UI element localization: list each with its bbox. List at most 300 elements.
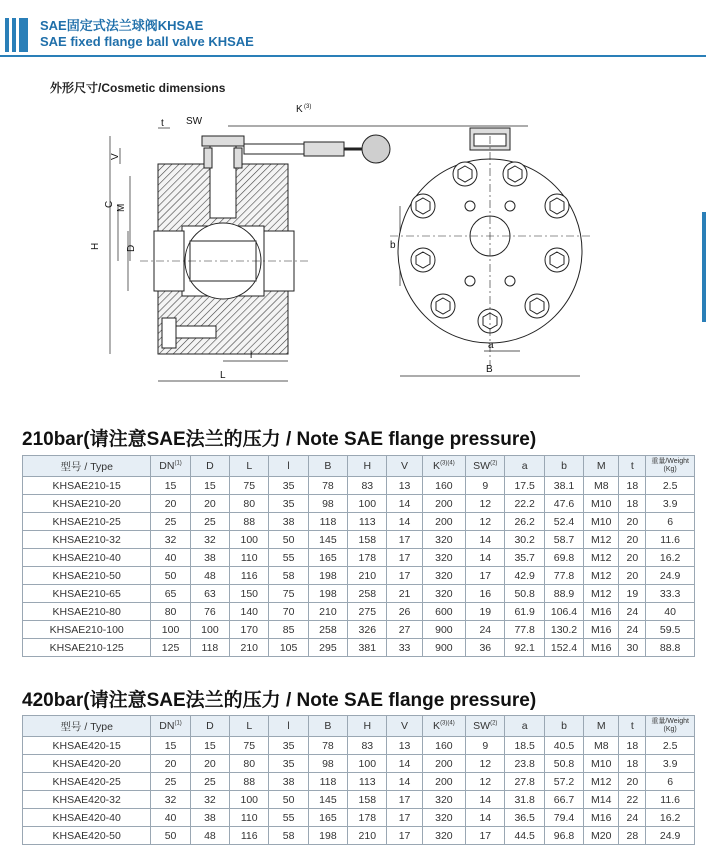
value-cell: 17 [466, 567, 505, 585]
label-m: M [116, 203, 127, 212]
value-cell: 16.2 [646, 809, 695, 827]
column-header: M [584, 456, 619, 477]
value-cell: 57.2 [544, 773, 583, 791]
value-cell: M12 [584, 567, 619, 585]
value-cell: 170 [230, 621, 269, 639]
value-cell: 140 [230, 603, 269, 621]
value-cell: 98 [308, 755, 347, 773]
column-header: t [619, 716, 646, 737]
value-cell: 12 [466, 513, 505, 531]
value-cell: 178 [348, 549, 387, 567]
model-cell: KHSAE210-25 [23, 513, 151, 531]
table-row [23, 791, 695, 809]
value-cell: 24 [619, 621, 646, 639]
value-cell: 50 [269, 791, 308, 809]
label-v: V [110, 153, 121, 160]
value-cell: 28 [619, 827, 646, 845]
value-cell: 24.9 [646, 567, 695, 585]
column-header: D [190, 456, 229, 477]
column-header: t [619, 456, 646, 477]
value-cell: 6 [646, 513, 695, 531]
value-cell: 20 [619, 773, 646, 791]
column-header: b [544, 456, 583, 477]
value-cell: 11.6 [646, 531, 695, 549]
label-k: K [296, 104, 303, 115]
section-title-420bar: 420bar(请注意SAE法兰的压力 / Note SAE flange pressure) [22, 690, 537, 711]
value-cell: 17.5 [505, 477, 544, 495]
value-cell: 48 [190, 567, 229, 585]
value-cell: 80 [151, 603, 190, 621]
column-header: D [190, 716, 229, 737]
value-cell: 14 [387, 495, 422, 513]
value-cell: 210 [348, 827, 387, 845]
value-cell: 150 [230, 585, 269, 603]
model-cell: KHSAE210-32 [23, 531, 151, 549]
value-cell: 50 [151, 567, 190, 585]
value-cell: M12 [584, 531, 619, 549]
value-cell: 165 [308, 549, 347, 567]
value-cell: 32 [151, 531, 190, 549]
column-header: l [269, 456, 308, 477]
value-cell: 18 [619, 495, 646, 513]
value-cell: 48 [190, 827, 229, 845]
value-cell: 900 [422, 639, 465, 657]
table-row [23, 621, 695, 639]
value-cell: 15 [151, 477, 190, 495]
value-cell: 145 [308, 531, 347, 549]
value-cell: 50 [151, 827, 190, 845]
value-cell: M8 [584, 737, 619, 755]
valve-drawing [70, 96, 610, 396]
value-cell: 77.8 [544, 567, 583, 585]
value-cell: 14 [387, 773, 422, 791]
model-cell: KHSAE420-40 [23, 809, 151, 827]
column-header: l [269, 716, 308, 737]
value-cell: 25 [190, 513, 229, 531]
value-cell: 200 [422, 755, 465, 773]
value-cell: 20 [619, 549, 646, 567]
value-cell: M16 [584, 639, 619, 657]
label-c: C [104, 200, 115, 208]
value-cell: 27.8 [505, 773, 544, 791]
value-cell: 24 [466, 621, 505, 639]
value-cell: 78 [308, 477, 347, 495]
table-row [23, 513, 695, 531]
value-cell: 320 [422, 531, 465, 549]
value-cell: 19 [466, 603, 505, 621]
value-cell: 85 [269, 621, 308, 639]
value-cell: 178 [348, 809, 387, 827]
value-cell: 17 [387, 809, 422, 827]
value-cell: 24.9 [646, 827, 695, 845]
value-cell: 100 [230, 531, 269, 549]
column-header: M [584, 716, 619, 737]
value-cell: 210 [308, 603, 347, 621]
value-cell: 15 [190, 477, 229, 495]
column-header: B [308, 716, 347, 737]
label-d: D [126, 244, 137, 252]
value-cell: 6 [646, 773, 695, 791]
column-header: H [348, 456, 387, 477]
model-cell: KHSAE420-32 [23, 791, 151, 809]
value-cell: 80 [230, 755, 269, 773]
value-cell: 58 [269, 827, 308, 845]
model-cell: KHSAE210-100 [23, 621, 151, 639]
value-cell: 13 [387, 737, 422, 755]
label-l-small: l [250, 350, 253, 361]
value-cell: 79.4 [544, 809, 583, 827]
column-header: 型号 / Type [23, 456, 151, 477]
value-cell: 50.8 [544, 755, 583, 773]
model-cell: KHSAE210-50 [23, 567, 151, 585]
value-cell: 27 [387, 621, 422, 639]
value-cell: 320 [422, 791, 465, 809]
column-header: DN$^{(1)}$ [151, 456, 190, 477]
value-cell: 116 [230, 567, 269, 585]
value-cell: 61.9 [505, 603, 544, 621]
value-cell: 116 [230, 827, 269, 845]
value-cell: 320 [422, 809, 465, 827]
value-cell: 113 [348, 773, 387, 791]
model-cell: KHSAE210-20 [23, 495, 151, 513]
value-cell: M8 [584, 477, 619, 495]
section-view [140, 135, 390, 354]
spec-table-210bar [22, 455, 695, 657]
value-cell: 35 [269, 755, 308, 773]
value-cell: 75 [230, 737, 269, 755]
label-t: t [161, 118, 164, 129]
value-cell: 100 [190, 621, 229, 639]
value-cell: 35.7 [505, 549, 544, 567]
value-cell: 100 [348, 755, 387, 773]
value-cell: 33.3 [646, 585, 695, 603]
value-cell: 320 [422, 827, 465, 845]
value-cell: 295 [308, 639, 347, 657]
value-cell: 198 [308, 827, 347, 845]
value-cell: 83 [348, 477, 387, 495]
model-cell: KHSAE210-80 [23, 603, 151, 621]
value-cell: 23.8 [505, 755, 544, 773]
value-cell: 110 [230, 549, 269, 567]
value-cell: 32 [190, 791, 229, 809]
value-cell: 21 [387, 585, 422, 603]
value-cell: 30.2 [505, 531, 544, 549]
value-cell: 9 [466, 737, 505, 755]
value-cell: 118 [308, 513, 347, 531]
value-cell: 35 [269, 477, 308, 495]
value-cell: 110 [230, 809, 269, 827]
value-cell: 40.5 [544, 737, 583, 755]
value-cell: 258 [348, 585, 387, 603]
value-cell: 18 [619, 477, 646, 495]
value-cell: 63 [190, 585, 229, 603]
value-cell: 75 [269, 585, 308, 603]
header-accent-bars [5, 18, 31, 52]
value-cell: 320 [422, 585, 465, 603]
value-cell: 17 [387, 567, 422, 585]
value-cell: 35 [269, 737, 308, 755]
model-cell: KHSAE210-125 [23, 639, 151, 657]
table-row [23, 495, 695, 513]
model-cell: KHSAE210-65 [23, 585, 151, 603]
value-cell: 14 [466, 809, 505, 827]
value-cell: M12 [584, 585, 619, 603]
value-cell: 38 [190, 809, 229, 827]
page-header [0, 0, 706, 58]
value-cell: M20 [584, 827, 619, 845]
value-cell: 2.5 [646, 477, 695, 495]
value-cell: 19 [619, 585, 646, 603]
value-cell: 38 [190, 549, 229, 567]
value-cell: 258 [308, 621, 347, 639]
value-cell: 16 [466, 585, 505, 603]
table-row [23, 639, 695, 657]
value-cell: 17 [387, 549, 422, 567]
value-cell: 44.5 [505, 827, 544, 845]
value-cell: M16 [584, 603, 619, 621]
table-row [23, 585, 695, 603]
value-cell: 25 [151, 513, 190, 531]
value-cell: 17 [387, 791, 422, 809]
value-cell: 30 [619, 639, 646, 657]
value-cell: 65 [151, 585, 190, 603]
value-cell: 42.9 [505, 567, 544, 585]
value-cell: 32 [151, 791, 190, 809]
value-cell: 900 [422, 621, 465, 639]
model-cell: KHSAE420-50 [23, 827, 151, 845]
value-cell: 160 [422, 477, 465, 495]
value-cell: 98 [308, 495, 347, 513]
value-cell: 78 [308, 737, 347, 755]
model-cell: KHSAE420-25 [23, 773, 151, 791]
table-header-row [23, 716, 695, 737]
value-cell: 125 [151, 639, 190, 657]
column-header: b [544, 716, 583, 737]
table-row [23, 773, 695, 791]
value-cell: 381 [348, 639, 387, 657]
value-cell: 76 [190, 603, 229, 621]
value-cell: 75 [230, 477, 269, 495]
value-cell: 24 [619, 809, 646, 827]
value-cell: 9 [466, 477, 505, 495]
value-cell: 17 [387, 827, 422, 845]
value-cell: 58 [269, 567, 308, 585]
value-cell: 22.2 [505, 495, 544, 513]
label-a: a [488, 340, 494, 351]
value-cell: 320 [422, 567, 465, 585]
value-cell: 160 [422, 737, 465, 755]
value-cell: 105 [269, 639, 308, 657]
header-title [40, 18, 254, 50]
value-cell: 31.8 [505, 791, 544, 809]
value-cell: 15 [151, 737, 190, 755]
value-cell: 69.8 [544, 549, 583, 567]
value-cell: 70 [269, 603, 308, 621]
value-cell: 20 [190, 495, 229, 513]
value-cell: 24 [619, 603, 646, 621]
value-cell: 320 [422, 549, 465, 567]
value-cell: 17 [466, 827, 505, 845]
value-cell: 152.4 [544, 639, 583, 657]
value-cell: 40 [646, 603, 695, 621]
value-cell: 20 [151, 755, 190, 773]
table-body [23, 737, 695, 845]
column-header: 型号 / Type [23, 716, 151, 737]
value-cell: 38 [269, 513, 308, 531]
value-cell: 20 [619, 531, 646, 549]
table-row [23, 477, 695, 495]
table-row [23, 549, 695, 567]
value-cell: 52.4 [544, 513, 583, 531]
column-header: SW$^{(2)}$ [466, 716, 505, 737]
value-cell: 130.2 [544, 621, 583, 639]
value-cell: 18.5 [505, 737, 544, 755]
value-cell: 12 [466, 773, 505, 791]
table-row [23, 737, 695, 755]
column-header: SW$^{(2)}$ [466, 456, 505, 477]
model-cell: KHSAE210-15 [23, 477, 151, 495]
column-header: L [230, 716, 269, 737]
value-cell: M12 [584, 549, 619, 567]
label-h: H [90, 242, 101, 250]
value-cell: 14 [466, 549, 505, 567]
value-cell: 20 [619, 513, 646, 531]
value-cell: 88.8 [646, 639, 695, 657]
value-cell: 25 [190, 773, 229, 791]
table-body [23, 477, 695, 657]
value-cell: 200 [422, 773, 465, 791]
value-cell: 17 [387, 531, 422, 549]
value-cell: M10 [584, 513, 619, 531]
value-cell: 12 [466, 755, 505, 773]
value-cell: 16.2 [646, 549, 695, 567]
value-cell: 145 [308, 791, 347, 809]
title-cn: SAE固定式法兰球阀KHSAE [40, 18, 204, 33]
title-en: SAE fixed flange ball valve KHSAE [40, 34, 254, 49]
value-cell: M16 [584, 809, 619, 827]
model-cell: KHSAE210-40 [23, 549, 151, 567]
value-cell: 40 [151, 809, 190, 827]
value-cell: 326 [348, 621, 387, 639]
value-cell: 83 [348, 737, 387, 755]
column-header: DN$^{(1)}$ [151, 716, 190, 737]
value-cell: M10 [584, 755, 619, 773]
value-cell: 118 [190, 639, 229, 657]
value-cell: 275 [348, 603, 387, 621]
value-cell: 13 [387, 477, 422, 495]
value-cell: 40 [151, 549, 190, 567]
column-header: V [387, 456, 422, 477]
model-cell: KHSAE420-15 [23, 737, 151, 755]
label-b: b [390, 240, 396, 251]
value-cell: 77.8 [505, 621, 544, 639]
value-cell: 118 [308, 773, 347, 791]
value-cell: 14 [387, 513, 422, 531]
table-row [23, 567, 695, 585]
dimensions-label: 外形尺寸/Cosmetic dimensions [50, 81, 226, 95]
value-cell: 55 [269, 809, 308, 827]
column-header: V [387, 716, 422, 737]
value-cell: 200 [422, 513, 465, 531]
value-cell: 96.8 [544, 827, 583, 845]
table-row [23, 755, 695, 773]
value-cell: 26.2 [505, 513, 544, 531]
table-row [23, 531, 695, 549]
spec-table-420bar [22, 715, 695, 845]
value-cell: 106.4 [544, 603, 583, 621]
column-header: 重量/Weight (Kg) [646, 456, 695, 477]
value-cell: 66.7 [544, 791, 583, 809]
value-cell: 3.9 [646, 755, 695, 773]
value-cell: 165 [308, 809, 347, 827]
value-cell: 158 [348, 531, 387, 549]
table-row [23, 809, 695, 827]
value-cell: 2.5 [646, 737, 695, 755]
value-cell: 18 [619, 755, 646, 773]
column-header: a [505, 456, 544, 477]
value-cell: 88 [230, 773, 269, 791]
value-cell: M16 [584, 621, 619, 639]
value-cell: M14 [584, 791, 619, 809]
label-B: B [486, 364, 493, 375]
value-cell: 20 [619, 567, 646, 585]
value-cell: 50.8 [505, 585, 544, 603]
column-header: $K^{(3)(4)}$ [422, 456, 465, 477]
column-header: 重量/Weight (Kg) [646, 716, 695, 737]
value-cell: 88 [230, 513, 269, 531]
value-cell: 92.1 [505, 639, 544, 657]
value-cell: 14 [466, 531, 505, 549]
value-cell: 198 [308, 585, 347, 603]
value-cell: 3.9 [646, 495, 695, 513]
table-header-row [23, 456, 695, 477]
value-cell: 47.6 [544, 495, 583, 513]
value-cell: 88.9 [544, 585, 583, 603]
value-cell: M12 [584, 773, 619, 791]
value-cell: 113 [348, 513, 387, 531]
header-divider [0, 55, 706, 57]
table-row [23, 603, 695, 621]
value-cell: 198 [308, 567, 347, 585]
value-cell: 25 [151, 773, 190, 791]
value-cell: 210 [230, 639, 269, 657]
value-cell: 38 [269, 773, 308, 791]
value-cell: 200 [422, 495, 465, 513]
column-header: L [230, 456, 269, 477]
value-cell: 158 [348, 791, 387, 809]
value-cell: M10 [584, 495, 619, 513]
value-cell: 100 [230, 791, 269, 809]
value-cell: 55 [269, 549, 308, 567]
label-k-sup: (3) [304, 104, 312, 110]
value-cell: 20 [151, 495, 190, 513]
value-cell: 35 [269, 495, 308, 513]
value-cell: 100 [151, 621, 190, 639]
model-cell: KHSAE420-20 [23, 755, 151, 773]
value-cell: 33 [387, 639, 422, 657]
value-cell: 14 [387, 755, 422, 773]
value-cell: 38.1 [544, 477, 583, 495]
value-cell: 600 [422, 603, 465, 621]
value-cell: 210 [348, 567, 387, 585]
label-l: L [220, 370, 226, 381]
value-cell: 58.7 [544, 531, 583, 549]
front-view [390, 128, 590, 366]
value-cell: 100 [348, 495, 387, 513]
side-tab-accent [702, 212, 706, 322]
section-title-210bar: 210bar(请注意SAE法兰的压力 / Note SAE flange pressure) [22, 429, 537, 450]
column-header: a [505, 716, 544, 737]
